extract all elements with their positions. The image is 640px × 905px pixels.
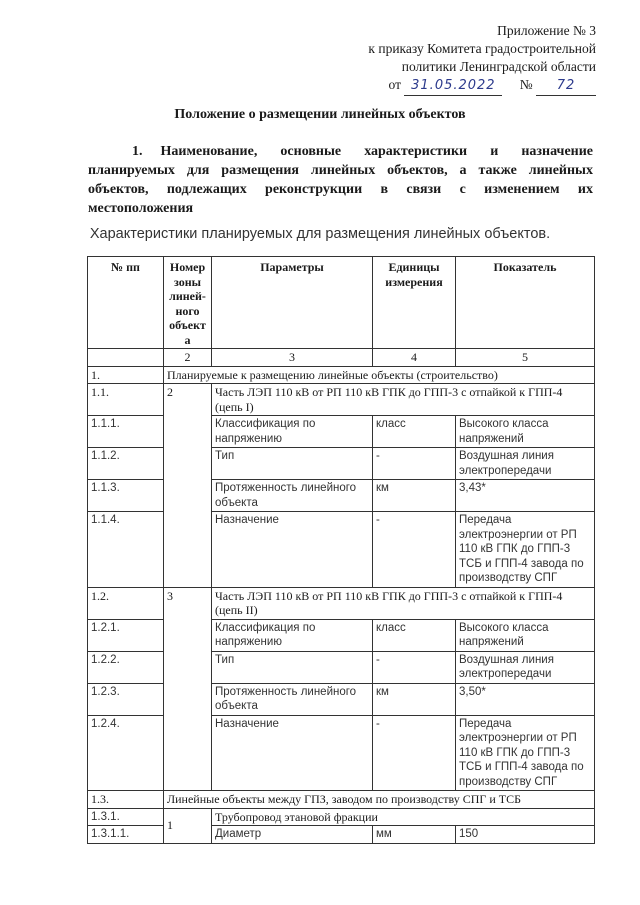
- section-number-cell: 1.: [88, 366, 164, 384]
- unit-cell: мм: [373, 826, 456, 844]
- section-title-cell: Планируемые к размещению линейные объекты (строительство): [164, 366, 595, 384]
- header-cell: № пп: [88, 257, 164, 349]
- appendix-line-1: Приложение № 3: [497, 23, 596, 38]
- subsection-number-cell: 1.3.1.: [88, 808, 164, 826]
- unit-cell: класс: [373, 619, 456, 651]
- zone-number-cell: 1: [164, 808, 212, 843]
- row-number-cell: 1.1.4.: [88, 512, 164, 588]
- subsection-title-cell: Трубопровод этановой фракции: [212, 808, 595, 826]
- section-heading: [88, 142, 593, 218]
- order-number-label: №: [519, 77, 533, 92]
- unit-cell: класс: [373, 416, 456, 448]
- param-cell: Назначение: [212, 512, 373, 588]
- value-cell: Воздушная линия электропередачи: [456, 651, 595, 683]
- table-subsection-row: [88, 384, 595, 416]
- param-cell: Тип: [212, 651, 373, 683]
- row-number-cell: 1.2.3.: [88, 683, 164, 715]
- unit-cell: -: [373, 448, 456, 480]
- value-cell: Высокого класса напряжений: [456, 416, 595, 448]
- section-title-cell: Линейные объекты между ГПЗ, заводом по производству СПГ и ТСБ: [164, 791, 595, 809]
- subsection-title-cell: Часть ЛЭП 110 кВ от РП 110 кВ ГПК до ГПП-3 с отпайкой к ГПП-4 (цепь II): [212, 587, 595, 619]
- unit-cell: -: [373, 512, 456, 588]
- row-number-cell: 1.2.4.: [88, 715, 164, 791]
- value-cell: Воздушная линия электропередачи: [456, 448, 595, 480]
- appendix-line-3: политики Ленинградской области: [401, 59, 596, 74]
- row-number-cell: 1.2.1.: [88, 619, 164, 651]
- value-cell: Передача электроэнергии от РП 110 кВ ГПК до ГПП-3 ТСБ и ГПП-4 завода по производству СПГ: [456, 715, 595, 791]
- header-cell: Номер зоны линей-ного объект а: [164, 257, 212, 349]
- table-subsection-row: [88, 587, 595, 619]
- param-cell: Классификация по напряжению: [212, 619, 373, 651]
- unit-cell: км: [373, 480, 456, 512]
- subsection-number-cell: 1.2.: [88, 587, 164, 619]
- unit-cell: км: [373, 683, 456, 715]
- characteristics-table: [87, 256, 595, 844]
- table-header-row: [88, 257, 595, 349]
- section-heading-text: Наименование, основные характеристики и назначение планируемых для размещения линейных объектов, а также линейных объектов, подлежащих реконструкции в связи с изменением их местоположения: [88, 144, 593, 216]
- column-number: 3: [212, 349, 373, 367]
- param-cell: Диаметр: [212, 826, 373, 844]
- subsection-number-cell: 1.1.: [88, 384, 164, 416]
- unit-cell: -: [373, 715, 456, 791]
- section-number: 1.: [132, 144, 143, 159]
- order-number: 72: [536, 77, 596, 96]
- document-title: Положение о размещении линейных объектов: [174, 107, 466, 122]
- row-number-cell: 1.1.2.: [88, 448, 164, 480]
- value-cell: 3,50*: [456, 683, 595, 715]
- order-row: [296, 76, 596, 96]
- row-number-cell: 1.1.1.: [88, 416, 164, 448]
- column-number: 5: [456, 349, 595, 367]
- column-number: 4: [373, 349, 456, 367]
- header-cell: Параметры: [212, 257, 373, 349]
- value-cell: Передача электроэнергии от РП 110 кВ ГПК до ГПП-3 ТСБ и ГПП-4 завода по производству СПГ: [456, 512, 595, 588]
- row-number-cell: 1.2.2.: [88, 651, 164, 683]
- unit-cell: -: [373, 651, 456, 683]
- section-number-cell: 1.3.: [88, 791, 164, 809]
- value-cell: 3,43*: [456, 480, 595, 512]
- param-cell: Назначение: [212, 715, 373, 791]
- subsection-title-cell: Часть ЛЭП 110 кВ от РП 110 кВ ГПК до ГПП-3 с отпайкой к ГПП-4 (цепь I): [212, 384, 595, 416]
- column-number: 2: [164, 349, 212, 367]
- value-cell: Высокого класса напряжений: [456, 619, 595, 651]
- row-number-cell: 1.1.3.: [88, 480, 164, 512]
- table-section-row: [88, 791, 595, 809]
- param-cell: Протяженность линейного объекта: [212, 683, 373, 715]
- value-cell: 150: [456, 826, 595, 844]
- zone-number-cell: 2: [164, 384, 212, 588]
- column-number-row: [88, 349, 595, 367]
- appendix-line-2: к приказу Комитета градостроительной: [368, 41, 596, 56]
- table-subsection-row: [88, 808, 595, 826]
- table-caption: Характеристики планируемых для размещения линейных объектов.: [89, 226, 551, 242]
- zone-number-cell: 3: [164, 587, 212, 791]
- appendix-block: [296, 22, 596, 96]
- row-number-cell: 1.3.1.1.: [88, 826, 164, 844]
- param-cell: Классификация по напряжению: [212, 416, 373, 448]
- header-cell: Единицы измерения: [373, 257, 456, 349]
- param-cell: Тип: [212, 448, 373, 480]
- param-cell: Протяженность линейного объекта: [212, 480, 373, 512]
- order-from-label: от: [388, 77, 401, 92]
- table-section-row: [88, 366, 595, 384]
- order-date: 31.05.2022: [404, 77, 502, 96]
- header-cell: Показатель: [456, 257, 595, 349]
